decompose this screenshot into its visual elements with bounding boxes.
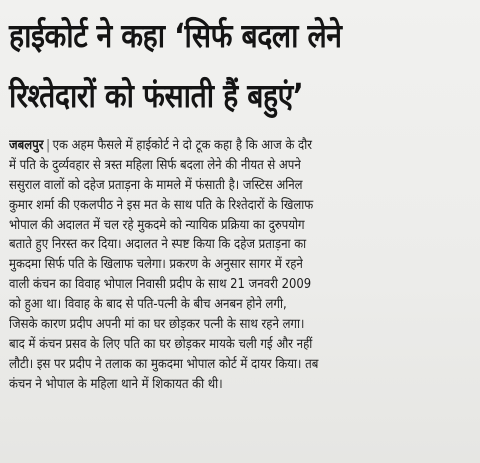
article-line: बाद में कंचन प्रसव के लिए पति का घर छोड़कर मायके चली गई और नहीं (9, 336, 313, 352)
article-line: भोपाल की अदालत में चल रहे मुकदमे को न्यायिक प्रक्रिया का दुरुपयोग (9, 217, 305, 233)
article-line: कंचन ने भोपाल के महिला थाने में शिकायत की थी। (9, 376, 223, 392)
article-line: कुमार शर्मा की एकलपीठ ने इस मत के साथ पति के रिश्तेदारों के खिलाफ (9, 197, 314, 213)
article-line: वाली कंचन का विवाह भोपाल निवासी प्रदीप के साथ 21 जनवरी 2009 (9, 277, 312, 293)
article-line-1 (9, 136, 472, 156)
article-line: जिसके कारण प्रदीप अपनी मां का घर छोड़कर पत्नी के साथ रहने लगा। (9, 317, 305, 333)
dateline-separator: | (46, 138, 51, 153)
headline-line-1: हाईकोर्ट ने कहा ‘सिर्फ बदला लेने (9, 16, 342, 55)
article-line: में पति के दुर्व्यवहार से त्रस्त महिला सिर्फ बदला लेने की नीयत से अपने (9, 157, 301, 173)
article-line: लौटी। इस पर प्रदीप ने तलाक का मुकदमा भोपाल कोर्ट में दायर किया। तब (9, 356, 319, 372)
article-line: ससुराल वालों को दहेज प्रताड़ना के मामले में फंसाती है। जस्टिस अनिल (9, 177, 303, 193)
headline-line-2: रिश्तेदारों को फंसाती हैं बहुएं’ (9, 76, 304, 115)
article-line: बताते हुए निरस्त कर दिया। अदालत ने स्पष्ट किया कि दहेज प्रताड़ना का (9, 237, 307, 253)
dateline: जबलपुर (9, 138, 44, 153)
article-line: को हुआ था। विवाह के बाद से पति-पत्नी के बीच अनबन होने लगी, (9, 297, 287, 313)
headline (9, 6, 470, 126)
article-body (9, 136, 472, 395)
article-line: मुकदमा सिर्फ पति के खिलाफ चलेगा। प्रकरण के अनुसार सागर में रहने (9, 257, 303, 273)
article-line-1-text: एक अहम फैसले में हाईकोर्ट ने दो टूक कहा है कि आज के दौर (52, 138, 312, 153)
